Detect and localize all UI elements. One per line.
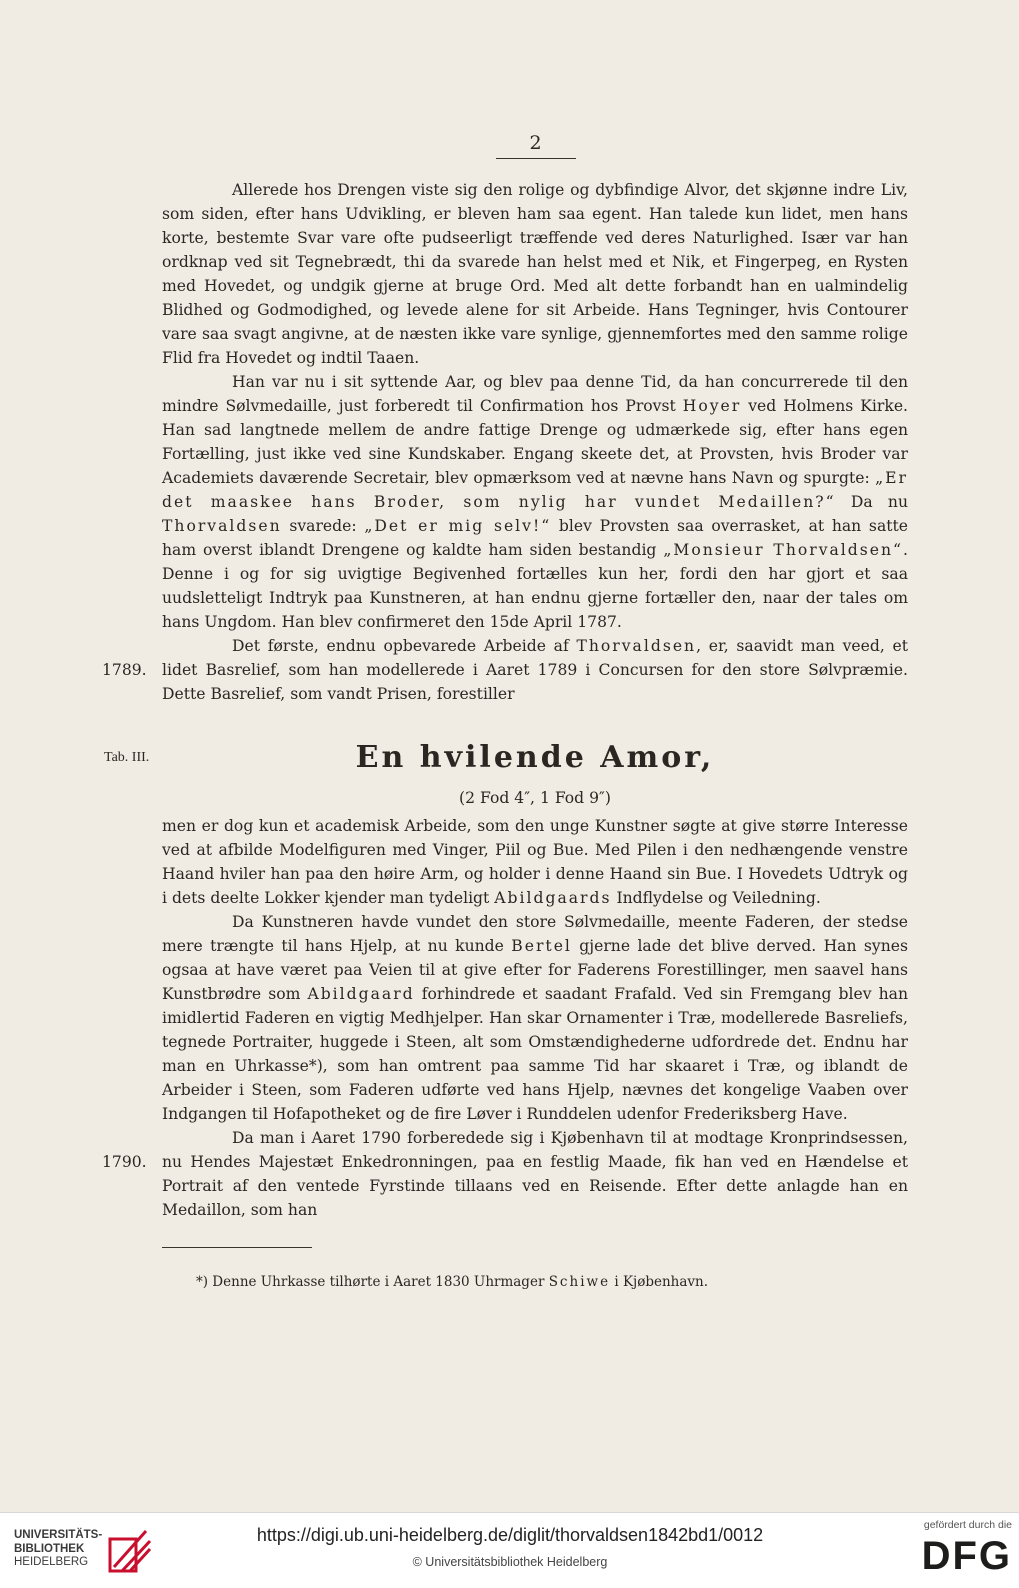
paragraph-childhood: Allerede hos Drengen viste sig den rolige og dybfindige Alvor, det skjønne indre Liv, som siden, efter hans Udvikling, er bleven ham saa egent. Han talede kun lidet, men hans korte, bestemte Svar vare ofte pudseerligt træffende ved deres Naturlighed. Især var han ordknap ved sit Tegnebrædt, thi da svarede han helst med et Nik, et Fingerpeg, en Rysten med Hovedet, og undgik gjerne at bruge Ord. Med alt dette forbandt han en ualmindelig Blidhed og Godmodighed, og levede alene for sit Arbeide. Hans Tegninger, hvis Contourer vare saa svagt angivne, at de næsten ikke vare synlige, gjennemfortes med den samme rolige Flid fra Hovedet og indtil Taaen. [162,181,908,367]
dfg-logo: DFG [921,1534,1012,1578]
margin-year-1790: 1790. [102,1153,147,1171]
footnote: *) Denne Uhrkasse tilhørte i Aaret 1830 Uhrmager Schiwe i Kjøbenhavn. [196,1274,709,1290]
name-abildgaard: Abildgaards [494,889,612,907]
name-thorvaldsen: Thorvaldsen [576,637,697,655]
body-text-bottom [162,814,908,1222]
quote-monsieur: „Monsieur Thorvaldsen“ [663,541,904,559]
plate-reference: Tab. III. [104,750,150,765]
name-thorvaldsen: Thorvaldsen [162,517,282,535]
viewer-footer [0,1512,1019,1588]
footnote-rule [162,1247,312,1248]
permalink[interactable]: https://digi.ub.uni-heidelberg.de/diglit/thorvaldsen1842bd1/0012 [256,1525,764,1545]
paragraph-father-helper: Da Kunstneren havde vundet den store Sølvmedaille, meente Faderen, der stedse mere trængte til hans Hjelp, at nu kunde Bertel gjerne lade det blive derved. Han synes ogsaa at have været paa Veien til at give efter for Faderens Forestillinger, men saavel hans Kunstbrødre som Abildgaard forhindrede et saadant Frafald. Ved sin Fremgang blev han imidlertid Faderen en vigtig Medhjelper. Han skar Ornamenter i Træ, modellerede Basreliefs, tegnede Portraiter, huggede i Steen, alt som Omstændighederne udfordrede det. Endnu har man en Uhrkasse*), som han omtrent paa samme Tid har skaaret i Træ, og iblandt de Arbeider i Steen, som Faderen udførte ved hans Hjelp, nævnes det kongelige Vaaben over Indgangen til Hofapotheket og de fire Løver i Runddelen udenfor Frederiksberg Have. [162,913,908,1123]
funding-caption: gefördert durch die [923,1519,1012,1531]
name-hoyer: Hoyer [682,397,742,415]
library-emblem-icon [106,1527,154,1575]
artwork-dimensions: (2 Fod 4″, 1 Fod 9″) [459,789,611,807]
copyright-notice: © Universitätsbibliothek Heidelberg [412,1555,608,1569]
name-bertel: Bertel [511,937,572,955]
margin-year-1789: 1789. [102,661,147,679]
paragraph-confirmation: Han var nu i sit syttende Aar, og blev paa denne Tid, da han concurrerede til den mindre Sølvmedaille, just forberedt til Confirmation hos Provst Hoyer ved Holmens Kirke. Han sad langtnede mellem de andre fattige Drenge og udmærkede sig, efter hans egen Fortælling, just ikke ved sine Kundskaber. Engang skeete det, at Provsten, hvis Broder var Academiets daværende Secretair, blev opmærksom ved at nævne hans Navn og spurgte: „Er det maaskee hans Broder, som nylig har vundet Medaillen?“ Da nu Thorvaldsen svarede: „Det er mig selv!“ blev Provsten saa overrasket, at han satte ham overst iblandt Drengene og kaldte ham siden bestandig „Monsieur Thorvaldsen“. Denne i og for sig uvigtige Begivenhed fortælles kun her, fordi den har gjort et saa uudsletteligt Indtryk paa Kunstneren, at han endnu gjerne fortæller den, naar der tales om hans Ungdom. Han blev confirmeret den 15de April 1787. [162,373,909,631]
name-schiwe: Schiwe [548,1274,611,1290]
body-text-top [162,178,908,706]
institution-name: UNIVERSITÄTS- BIBLIOTHEK HEIDELBERG [14,1529,103,1568]
page-number-rule [496,158,576,159]
dfg-funding-logo[interactable] [900,1519,1012,1583]
paragraph-medaillon: Da man i Aaret 1790 forberedede sig i Kjøbenhavn til at modtage Kronprindsessen, nu Hendes Majestæt Enkedronningen, paa en festlig Maade, fik han ved en Hændelse et Portrait af den ventede Fyrstinde tillaans ved en Reisende. Efter dette anlagde han en Medaillon, som han [162,1129,908,1219]
paragraph-first-work: Det første, endnu opbevarede Arbeide af Thorvaldsen, er, saavidt man veed, et lidet Basrelief, som han modellerede i Aaret 1789 i Concursen for den store Sølvpræmie. Dette Basrelief, som vandt Prisen, forestiller [162,637,908,703]
quote-reply: „Det er mig selv!“ [364,517,552,535]
quote-provst: „Er det maaskee hans Broder, som nylig har vundet Medaillen?“ [162,469,908,511]
paragraph-amor-description: men er dog kun et academisk Arbeide, som den unge Kunstner søgte at give større Interesse ved at afbilde Modelfiguren med Vinger, Piil og Bue. Med Pilen i den nedhængende venstre Haand hviler han paa den høire Arm, og holder i denne Haand sin Bue. I Hovedets Udtryk og i dets deelte Lokker kjender man tydeligt Abildgaards Indflydelse og Veiledning. [162,817,908,907]
page-number: 2 [529,132,543,154]
university-library-logo[interactable] [14,1527,154,1577]
name-abildgaard: Abildgaard [307,985,415,1003]
artwork-title: En hvilende Amor, [355,740,715,775]
